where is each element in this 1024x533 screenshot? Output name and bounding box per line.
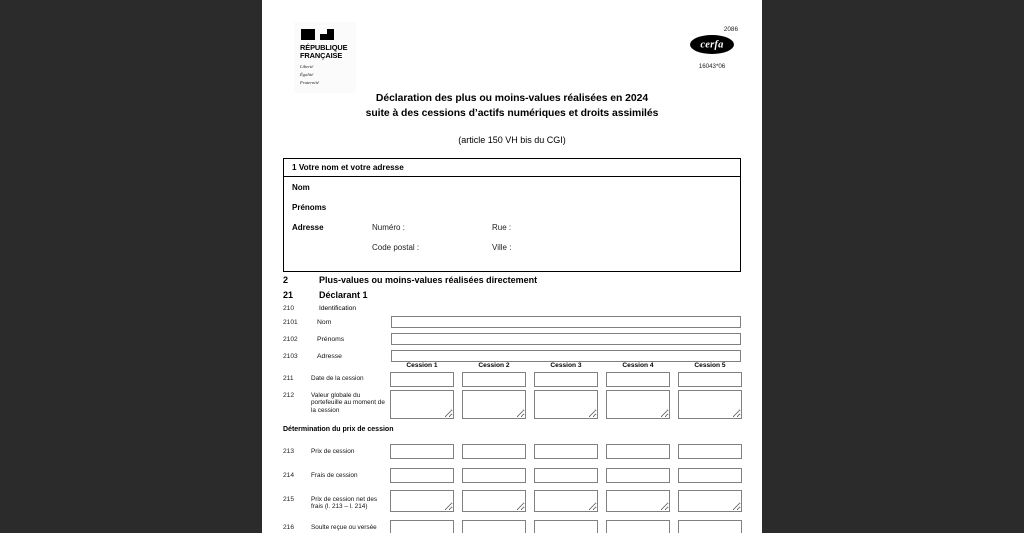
section-21-heading-text: Déclarant 1 — [319, 290, 368, 300]
cerfa-reference: 16043*06 — [698, 63, 726, 70]
cell-212-cession-4[interactable] — [606, 390, 670, 419]
republique-francaise-logo — [294, 22, 356, 93]
section-1-label-code-postal: Code postal : — [372, 243, 420, 252]
cell-214-cession-1[interactable] — [390, 468, 454, 483]
column-header-cession-2: Cession 2 — [478, 362, 510, 369]
section-1-label-numero: Numéro : — [372, 223, 405, 232]
motto-liberte: Liberté — [300, 63, 314, 69]
republic-line-2: FRANÇAISE — [300, 51, 343, 61]
cell-215-cession-2[interactable] — [462, 490, 526, 512]
page-title-line-2: suite à des cessions d’actifs numériques et droits assimilés — [365, 107, 659, 119]
row-label-213: Prix de cession — [311, 448, 355, 455]
cell-215-cession-5[interactable] — [678, 490, 742, 512]
cell-213-cession-2[interactable] — [462, 444, 526, 459]
field-label-nom: Nom — [317, 319, 332, 326]
cell-215-cession-1[interactable] — [390, 490, 454, 512]
identification-heading — [283, 305, 356, 312]
column-header-cession-1: Cession 1 — [406, 362, 438, 369]
cerfa-logo — [690, 35, 734, 54]
row-code-215: 215 — [283, 496, 295, 503]
cerfa-wordmark: cerfa — [700, 38, 724, 50]
cell-214-cession-2[interactable] — [462, 468, 526, 483]
row-label-214: Frais de cession — [311, 472, 358, 479]
row-label-212: Valeur globale du portefeuille au moment de la cession — [311, 392, 385, 414]
page-header — [262, 0, 762, 88]
cell-214-cession-3[interactable] — [534, 468, 598, 483]
column-header-cession-5: Cession 5 — [694, 362, 726, 369]
cell-212-cession-5[interactable] — [678, 390, 742, 419]
section-2-heading — [283, 275, 537, 285]
cell-213-cession-3[interactable] — [534, 444, 598, 459]
cell-213-cession-1[interactable] — [390, 444, 454, 459]
section-1-heading: 1 Votre nom et votre adresse — [284, 159, 740, 177]
section-1-row-adresse — [292, 223, 732, 243]
field-label-adresse: Adresse — [317, 353, 342, 360]
section-1-label-ville: Ville : — [492, 243, 512, 252]
motto-fraternite: Fraternité — [300, 80, 319, 85]
row-label-211: Date de la cession — [311, 375, 364, 382]
section-2-heading-text: Plus-values ou moins-values réalisées directement — [319, 275, 538, 285]
marianne-flag-icon — [300, 28, 336, 41]
cell-211-cession-1[interactable] — [390, 372, 454, 387]
row-code-212: 212 — [283, 392, 295, 399]
identification-label: Identification — [319, 305, 357, 312]
cell-214-cession-4[interactable] — [606, 468, 670, 483]
section-1-identity-box — [283, 158, 741, 272]
section-1-body — [284, 177, 740, 271]
cell-216-cession-2[interactable] — [462, 520, 526, 533]
cell-212-cession-1[interactable] — [390, 390, 454, 419]
cell-211-cession-3[interactable] — [534, 372, 598, 387]
section-1-label-rue: Rue : — [492, 223, 512, 232]
group-title-prix-de-cession: Détermination du prix de cession — [283, 426, 394, 433]
cell-216-cession-3[interactable] — [534, 520, 598, 533]
cell-215-cession-3[interactable] — [534, 490, 598, 512]
row-code-214: 214 — [283, 472, 295, 479]
section-1-row-ville — [292, 243, 732, 263]
page-title — [262, 92, 762, 121]
field-code-2103: 2103 — [283, 353, 298, 360]
cell-212-cession-3[interactable] — [534, 390, 598, 419]
field-code-2101: 2101 — [283, 319, 298, 326]
cerfa-block — [684, 26, 740, 70]
motto-egalite: Égalité — [300, 71, 314, 77]
cell-215-cession-4[interactable] — [606, 490, 670, 512]
input-prenoms[interactable] — [391, 333, 741, 345]
input-nom[interactable] — [391, 316, 741, 328]
section-1-row-prenoms — [292, 203, 732, 223]
section-1-row-nom — [292, 183, 732, 203]
cell-211-cession-5[interactable] — [678, 372, 742, 387]
field-row-nom — [283, 316, 741, 333]
cell-212-cession-2[interactable] — [462, 390, 526, 419]
field-code-2102: 2102 — [283, 336, 298, 343]
field-row-prenoms — [283, 333, 741, 350]
section-1-label-adresse: Adresse — [292, 223, 324, 232]
cell-216-cession-1[interactable] — [390, 520, 454, 533]
row-code-213: 213 — [283, 448, 295, 455]
cell-214-cession-5[interactable] — [678, 468, 742, 483]
column-header-cession-3: Cession 3 — [550, 362, 582, 369]
page-subtitle: (article 150 VH bis du CGI) — [458, 135, 566, 145]
form-number: 2086 — [723, 26, 738, 33]
page-title-line-1: Déclaration des plus ou moins-values réalisées en 2024 — [375, 93, 649, 104]
row-code-216: 216 — [283, 524, 295, 531]
row-label-215: Prix de cession net des frais (l. 213 – l. 214) — [311, 496, 378, 511]
input-adresse[interactable] — [391, 350, 741, 362]
field-label-prenoms: Prénoms — [317, 336, 345, 343]
cell-213-cession-5[interactable] — [678, 444, 742, 459]
cell-211-cession-2[interactable] — [462, 372, 526, 387]
row-code-211: 211 — [283, 375, 294, 382]
cell-213-cession-4[interactable] — [606, 444, 670, 459]
republic-line-1: RÉPUBLIQUE — [300, 43, 348, 52]
section-21-heading — [283, 290, 368, 300]
section-2-number: 2 — [283, 275, 289, 285]
section-21-number: 21 — [283, 290, 294, 300]
cell-216-cession-5[interactable] — [678, 520, 742, 533]
section-1-label-prenoms: Prénoms — [292, 203, 327, 212]
column-header-cession-4: Cession 4 — [622, 362, 654, 369]
cell-216-cession-4[interactable] — [606, 520, 670, 533]
identification-code: 210 — [283, 305, 295, 312]
cell-211-cession-4[interactable] — [606, 372, 670, 387]
form-page — [262, 0, 762, 533]
row-label-216: Soulte reçue ou versée — [311, 524, 377, 531]
section-1-label-nom: Nom — [292, 183, 310, 192]
